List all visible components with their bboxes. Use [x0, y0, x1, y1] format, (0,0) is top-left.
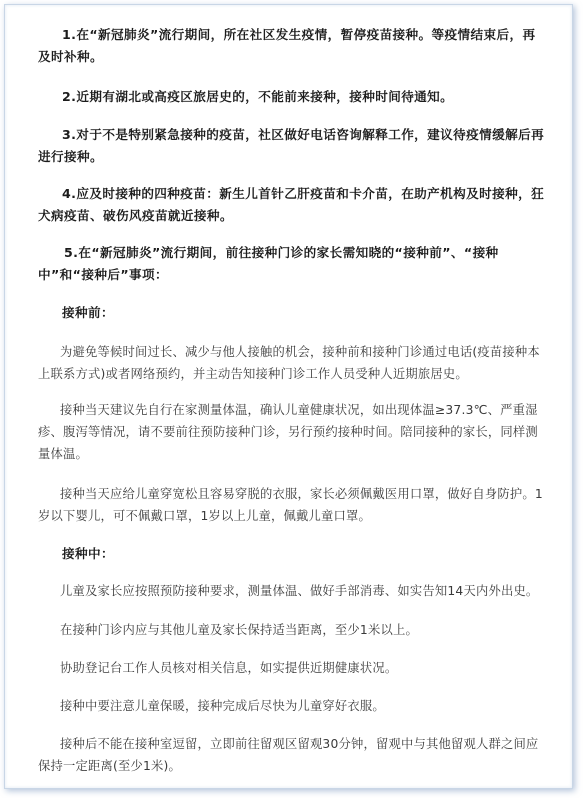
notice-item-5: 5.在“新冠肺炎”流行期间，前往接种门诊的家长需知晓的“接种前”、“接种中”和“接种后”事项：: [38, 245, 499, 282]
during-paragraph-1: 儿童及家长应按照预防接种要求，测量体温、做好手部消毒、如实告知14天内外出史。: [60, 584, 539, 598]
during-paragraph-4: 接种中要注意儿童保暖，接种完成后尽快为儿童穿好衣服。: [60, 699, 385, 713]
before-paragraph-1: 为避免等候时间过长、减少与他人接触的机会，接种前和接种门诊通过电话(疫苗接种本上联系方式)或者网络预约，并主动告知接种门诊工作人员受种人近期旅居史。: [38, 345, 540, 381]
notice-item-1: 1.在“新冠肺炎”流行期间，所在社区发生疫情，暂停疫苗接种。等疫情结束后，再及时补种。: [38, 27, 536, 64]
notice-item-4: 4.应及时接种的四种疫苗：新生儿首针乙肝疫苗和卡介苗，在助产机构及时接种，狂犬病疫苗、破伤风疫苗就近接种。: [38, 186, 545, 223]
notice-item-2: 2.近期有湖北或高疫区旅居史的，不能前来接种，接种时间待通知。: [62, 89, 454, 104]
during-paragraph-5: 接种后不能在接种室逗留，立即前往留观区留观30分钟，留观中与其他留观人群之间应保持一定距离(至少1米)。: [38, 737, 539, 773]
during-paragraph-3: 协助登记台工作人员核对相关信息，如实提供近期健康状况。: [60, 661, 398, 675]
during-paragraph-2: 在接种门诊内应与其他儿童及家长保持适当距离，至少1米以上。: [60, 623, 418, 637]
notice-item-3: 3.对于不是特别紧急接种的疫苗，社区做好电话咨询解释工作，建议待疫情缓解后再进行接种。: [38, 127, 545, 164]
before-paragraph-3: 接种当天应给儿童穿宽松且容易穿脱的衣服，家长必须佩戴医用口罩，做好自身防护。1岁以下婴儿，可不佩戴口罩，1岁以上儿童，佩戴儿童口罩。: [38, 487, 543, 523]
section-heading-during: 接种中：: [62, 546, 114, 561]
section-heading-before: 接种前：: [62, 305, 114, 320]
before-paragraph-2: 接种当天建议先自行在家测量体温，确认儿童健康状况，如出现体温≥37.3℃、严重湿疹、腹泻等情况，请不要前往预防接种门诊，另行预约接种时间。陪同接种的家长，同样测量体温。: [38, 403, 538, 461]
